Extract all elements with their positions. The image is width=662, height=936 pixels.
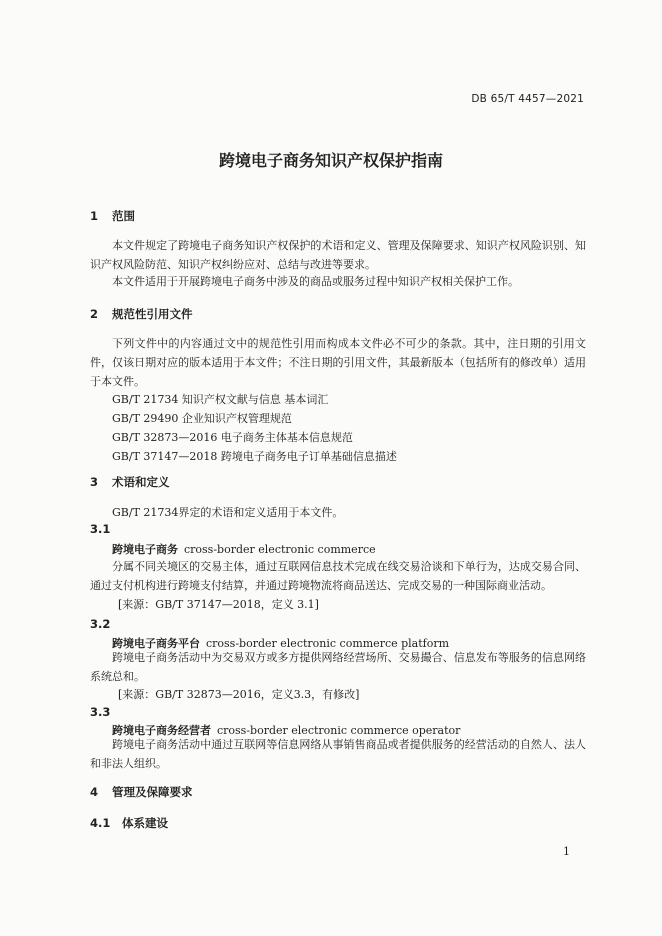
term-en: cross-border electronic commerce [184, 543, 376, 556]
doc-code: DB 65/T 4457—2021 [471, 93, 584, 105]
section-number: 4 [90, 785, 99, 799]
term-3-3-definition: 跨境电子商务活动中通过互联网等信息网络从事销售商品或者提供服务的经营活动的自然人、法人和非法人组织。 [90, 738, 586, 770]
section-title: 规范性引用文件 [112, 307, 193, 321]
term-en: cross-border electronic commerce platform [206, 637, 450, 650]
section-3-paragraph-1: GB/T 21734界定的术语和定义适用于本文件。 [112, 506, 344, 519]
term-3-3-number: 3.3 [90, 705, 111, 719]
reference-item: GB/T 29490 企业知识产权管理规范 [112, 412, 292, 425]
section-title: 术语和定义 [112, 475, 170, 489]
section-number: 1 [90, 209, 99, 223]
subsection-title: 体系建设 [122, 816, 168, 830]
term-zh: 跨境电子商务 [112, 543, 178, 556]
section-title: 管理及保障要求 [112, 785, 193, 799]
reference-item: GB/T 21734 知识产权文献与信息 基本词汇 [112, 393, 329, 406]
subsection-4-1-heading [90, 815, 168, 831]
section-1-paragraph-1: 本文件规定了跨境电子商务知识产权保护的术语和定义、管理及保障要求、知识产权风险识别、知识产权风险防范、知识产权纠纷应对、总结与改进等要求。 [90, 239, 586, 271]
term-en: cross-border electronic commerce operator [217, 724, 461, 737]
section-3-heading [90, 474, 170, 490]
term-3-1 [112, 541, 376, 557]
section-number: 3 [90, 475, 99, 489]
section-4-heading [90, 784, 193, 800]
term-3-1-number: 3.1 [90, 522, 111, 536]
section-title: 范围 [112, 209, 135, 223]
section-1-paragraph-2: 本文件适用于开展跨境电子商务中涉及的商品或服务过程中知识产权相关保护工作。 [112, 275, 519, 288]
term-3-1-source: [来源：GB/T 37147—2018，定义 3.1] [118, 598, 319, 611]
reference-item: GB/T 37147—2018 跨境电子商务电子订单基础信息描述 [112, 450, 397, 463]
reference-item: GB/T 32873—2016 电子商务主体基本信息规范 [112, 431, 353, 444]
page-number: 1 [563, 845, 570, 858]
term-3-1-definition: 分属不同关境区的交易主体，通过互联网信息技术完成在线交易洽谈和下单行为，达成交易合同、通过支付机构进行跨境支付结算，并通过跨境物流将商品送达、完成交易的一种国际商业活动。 [90, 560, 586, 592]
section-1-heading [90, 208, 135, 224]
document-title: 跨境电子商务知识产权保护指南 [218, 151, 443, 170]
section-number: 2 [90, 307, 99, 321]
term-3-2-number: 3.2 [90, 617, 111, 631]
term-zh: 跨境电子商务经营者 [112, 724, 211, 737]
term-zh: 跨境电子商务平台 [112, 637, 200, 650]
term-3-2-definition: 跨境电子商务活动中为交易双方或多方提供网络经营场所、交易撮合、信息发布等服务的信息网络系统总和。 [90, 651, 586, 683]
section-2-paragraph-1: 下列文件中的内容通过文中的规范性引用而构成本文件必不可少的条款。其中，注日期的引用文件，仅该日期对应的版本适用于本文件；不注日期的引用文件，其最新版本（包括所有的修改单）适用于本文件。 [90, 337, 586, 388]
subsection-number: 4.1 [90, 816, 111, 830]
term-3-2-source: [来源：GB/T 32873—2016，定义3.3，有修改] [118, 688, 360, 701]
section-2-heading [90, 306, 193, 322]
